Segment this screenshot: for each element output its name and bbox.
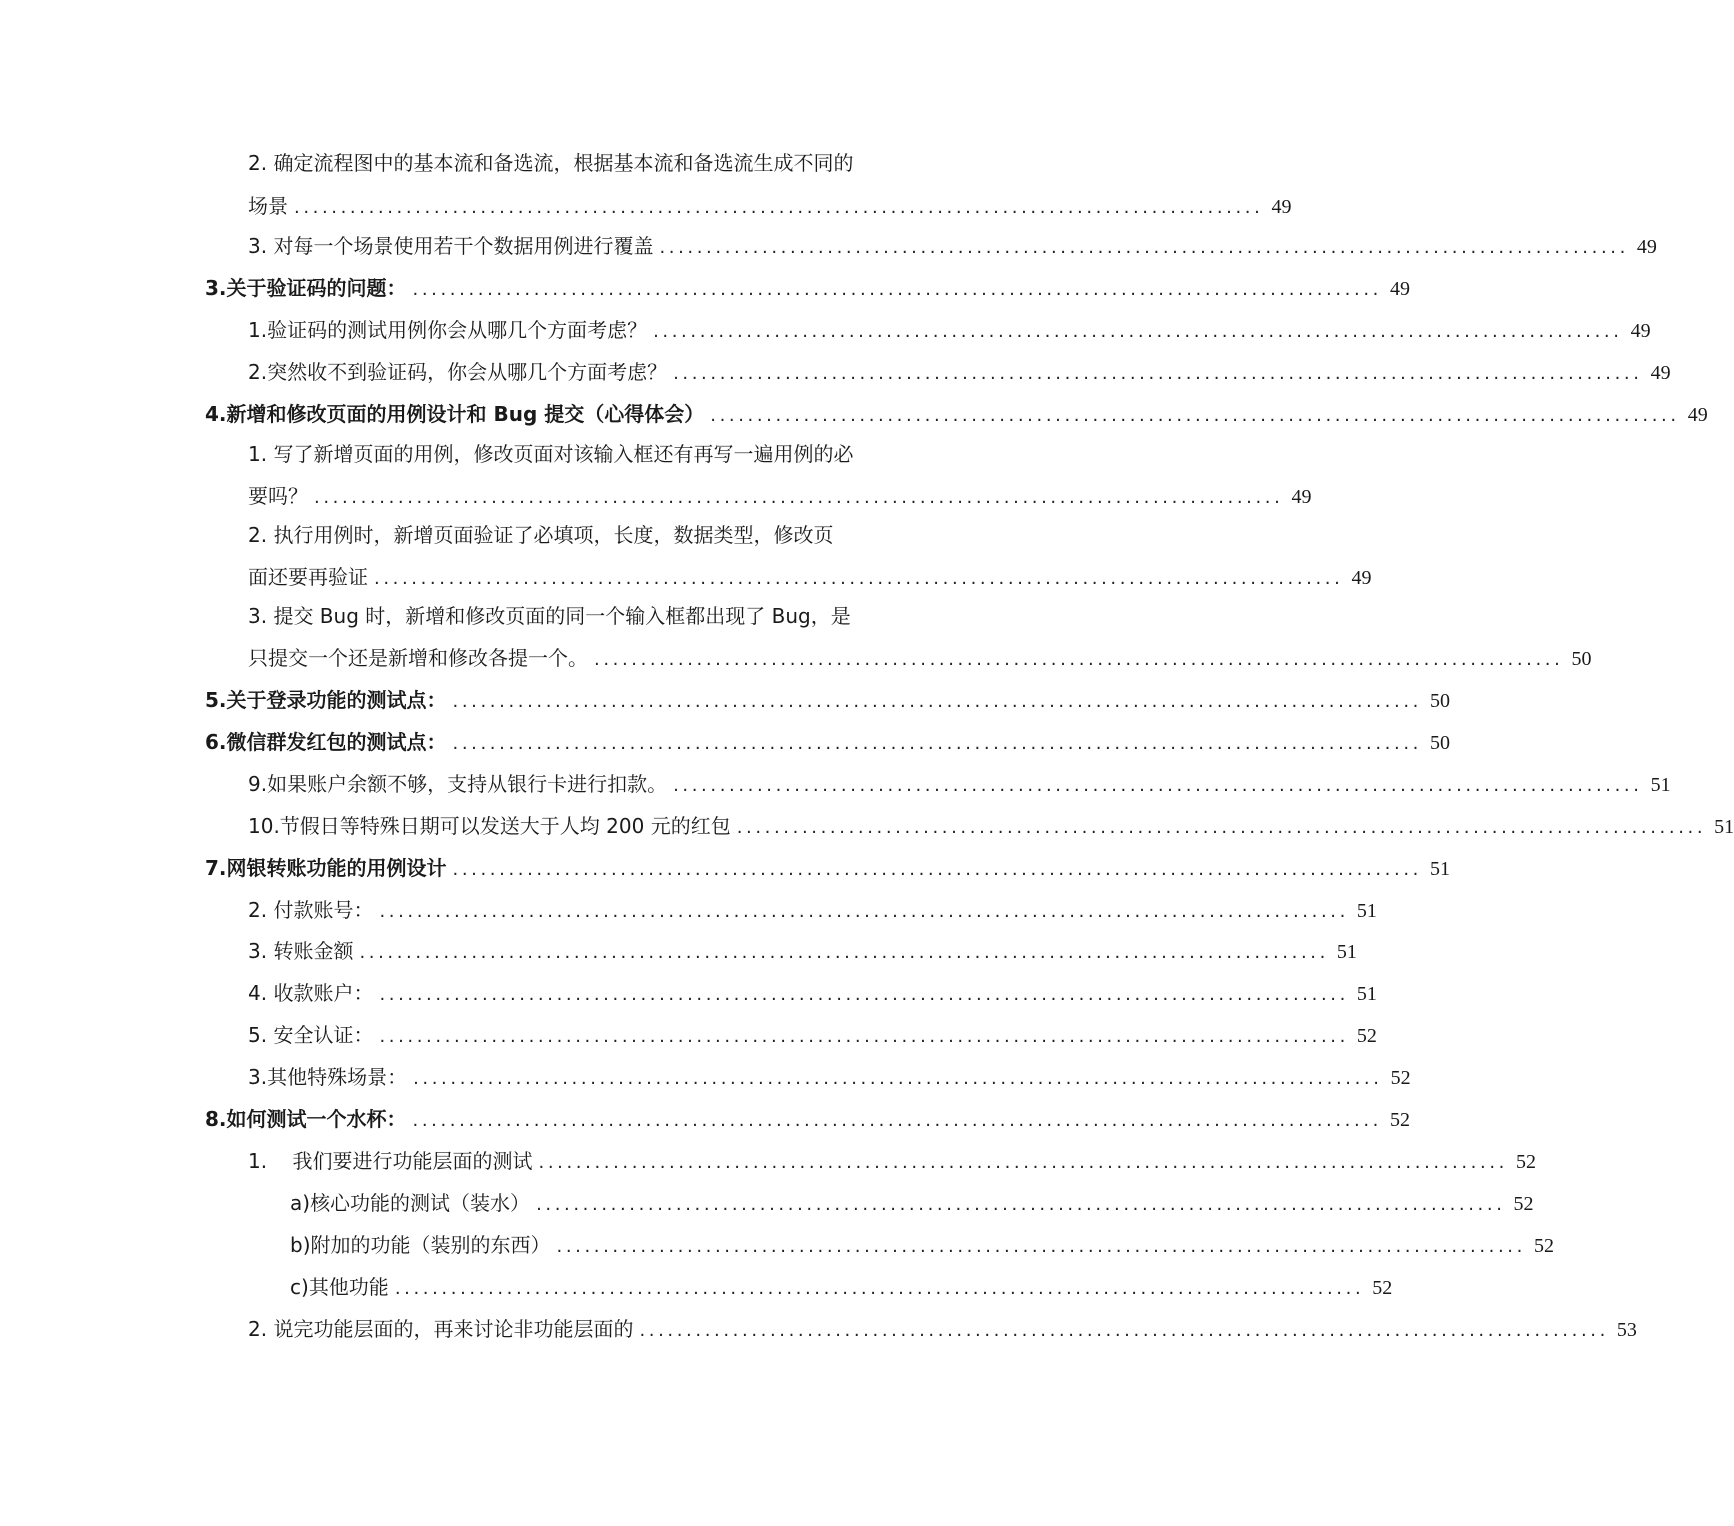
toc-entry-label: 2. 付款账号： (248, 898, 374, 922)
toc-page-number: 52 (1390, 1067, 1411, 1089)
toc-entry-label: 6.微信群发红包的测试点： (205, 730, 447, 754)
toc-entry-label: 附加的功能（装别的东西） (310, 1233, 551, 1257)
toc-entry-label: 2. 说完功能层面的，再来讨论非功能层面的 (248, 1317, 634, 1341)
toc-entry-label: 其他功能 (308, 1275, 389, 1299)
toc-entry[interactable] (248, 1016, 1377, 1054)
toc-entry[interactable] (290, 1184, 1534, 1222)
toc-entry[interactable] (248, 477, 1312, 515)
dot-leader: ........................................................................................................ (394, 1278, 1365, 1299)
toc-page-number: 50 (1571, 648, 1592, 670)
toc-entry[interactable] (248, 974, 1377, 1012)
dot-leader: ........................................................................................................ (379, 901, 1349, 922)
toc-entry[interactable] (248, 639, 1592, 677)
toc-page-number: 49 (1291, 486, 1312, 508)
toc-entry-label: 面还要再验证 (248, 565, 368, 589)
toc-entry-label: 核心功能的测试（装水） (310, 1191, 531, 1215)
toc-entry-wrap-line: 2. 确定流程图中的基本流和备选流，根据基本流和备选流生成不同的 (248, 151, 854, 175)
toc-entry-label: 3. 转账金额 (248, 939, 354, 963)
toc-entry[interactable] (248, 1058, 1411, 1096)
toc-entry[interactable] (248, 807, 1734, 845)
dot-leader: ........................................................................................................ (659, 237, 1629, 258)
toc-page-number: 51 (1356, 900, 1377, 922)
toc-page-number: 49 (1351, 567, 1372, 589)
toc-entry-label: 5. 安全认证： (248, 1023, 374, 1047)
toc-entry[interactable] (205, 395, 1708, 433)
toc-entry-label: 7.网银转账功能的用例设计 (205, 856, 447, 880)
toc-page-number: 49 (1630, 320, 1651, 342)
toc-page-number: 52 (1372, 1277, 1393, 1299)
toc-page-number: 51 (1336, 941, 1357, 963)
toc-entry[interactable] (248, 311, 1651, 349)
toc-page-number: 52 (1356, 1025, 1377, 1047)
toc-entry-label: 5.关于登录功能的测试点： (205, 688, 447, 712)
toc-entry-label: 1. 我们要进行功能层面的测试 (248, 1149, 533, 1173)
toc-entry-label: 3.关于验证码的问题： (205, 276, 407, 300)
toc-entry-label: 4. 收款账户： (248, 981, 374, 1005)
toc-entry[interactable] (248, 227, 1657, 265)
toc-entry[interactable] (248, 932, 1357, 970)
toc-entry[interactable] (205, 681, 1450, 719)
toc-entry[interactable] (248, 891, 1377, 929)
dot-leader: ........................................................................................................ (359, 942, 1329, 963)
dot-leader: ........................................................................................................ (379, 984, 1349, 1005)
dot-leader: ........................................................................................................ (412, 1110, 1382, 1131)
toc-page-number: 50 (1429, 690, 1450, 712)
toc-entry[interactable] (290, 1268, 1393, 1306)
dot-leader: ........................................................................................................ (452, 691, 1422, 712)
toc-page-number: 49 (1687, 404, 1708, 426)
dot-leader: ........................................................................................................ (653, 321, 1623, 342)
toc-entry-label: 9.如果账户余额不够，支持从银行卡进行扣款。 (248, 772, 668, 796)
dot-leader: ........................................................................................................ (673, 363, 1643, 384)
toc-entry-wrap-line: 1. 写了新增页面的用例，修改页面对该输入框还有再写一遍用例的必 (248, 442, 854, 466)
toc-entry[interactable] (248, 353, 1671, 391)
toc-entry-label: 8.如何测试一个水杯： (205, 1107, 407, 1131)
toc-entry-marker: c) (290, 1275, 309, 1299)
toc-entry-label: 3.其他特殊场景： (248, 1065, 408, 1089)
toc-entry[interactable] (248, 187, 1292, 225)
toc-page-number: 51 (1714, 816, 1734, 838)
dot-leader: ........................................................................................................ (452, 859, 1422, 880)
toc-page-number: 49 (1636, 236, 1657, 258)
dot-leader: ........................................................................................................ (379, 1026, 1349, 1047)
dot-leader: ........................................................................................................ (736, 817, 1707, 838)
dot-leader: ........................................................................................................ (538, 1152, 1508, 1173)
toc-page-number: 52 (1533, 1235, 1554, 1257)
toc-page-number: 53 (1616, 1319, 1637, 1341)
dot-leader: ........................................................................................................ (639, 1320, 1609, 1341)
toc-entry[interactable] (205, 849, 1450, 887)
dot-leader: ........................................................................................................ (294, 197, 1264, 218)
toc-entry-label: 场景 (248, 194, 288, 218)
toc-entry[interactable] (205, 723, 1450, 761)
toc-entry-label: 4.新增和修改页面的用例设计和 Bug 提交（心得体会） (205, 402, 705, 426)
toc-entry[interactable] (205, 269, 1410, 307)
toc-entry-label: 3. 对每一个场景使用若干个数据用例进行覆盖 (248, 234, 654, 258)
toc-page-number: 52 (1389, 1109, 1410, 1131)
toc-page-number: 49 (1271, 196, 1292, 218)
dot-leader: ........................................................................................................ (374, 568, 1344, 589)
toc-entry[interactable] (205, 1100, 1410, 1138)
dot-leader: ........................................................................................................ (314, 487, 1284, 508)
toc-page-number: 49 (1389, 278, 1410, 300)
toc-entry-label: 只提交一个还是新增和修改各提一个。 (248, 646, 588, 670)
toc-entry-marker: b) (290, 1233, 311, 1257)
dot-leader: ........................................................................................................ (673, 775, 1643, 796)
toc-entry-label: 2.突然收不到验证码，你会从哪几个方面考虑？ (248, 360, 668, 384)
dot-leader: ........................................................................................................ (710, 405, 1680, 426)
toc-entry-wrap-line: 3. 提交 Bug 时，新增和修改页面的同一个输入框都出现了 Bug，是 (248, 604, 851, 628)
toc-entry-marker: a) (290, 1191, 311, 1215)
dot-leader: ........................................................................................................ (556, 1236, 1526, 1257)
dot-leader: ........................................................................................................ (412, 279, 1382, 300)
toc-page-number: 50 (1429, 732, 1450, 754)
toc-entry[interactable] (248, 1310, 1637, 1348)
toc-entry[interactable] (290, 1226, 1554, 1264)
toc-page-number: 51 (1650, 774, 1671, 796)
toc-page-number: 51 (1356, 983, 1377, 1005)
toc-entry[interactable] (248, 765, 1671, 803)
toc-entry[interactable] (248, 558, 1372, 596)
toc-page-number: 51 (1429, 858, 1450, 880)
dot-leader: ........................................................................................................ (452, 733, 1422, 754)
toc-page-number: 52 (1513, 1193, 1534, 1215)
toc-entry[interactable] (248, 1142, 1536, 1180)
toc-entry-wrap-line: 2. 执行用例时，新增页面验证了必填项，长度，数据类型，修改页 (248, 523, 834, 547)
dot-leader: ........................................................................................................ (413, 1068, 1383, 1089)
toc-page-number: 49 (1650, 362, 1671, 384)
dot-leader: ........................................................................................................ (594, 649, 1564, 670)
toc-page-number: 52 (1515, 1151, 1536, 1173)
toc-entry-label: 10.节假日等特殊日期可以发送大于人均 200 元的红包 (248, 814, 731, 838)
dot-leader: ........................................................................................................ (536, 1194, 1506, 1215)
toc-entry-label: 1.验证码的测试用例你会从哪几个方面考虑？ (248, 318, 648, 342)
toc-entry-label: 要吗？ (248, 484, 308, 508)
